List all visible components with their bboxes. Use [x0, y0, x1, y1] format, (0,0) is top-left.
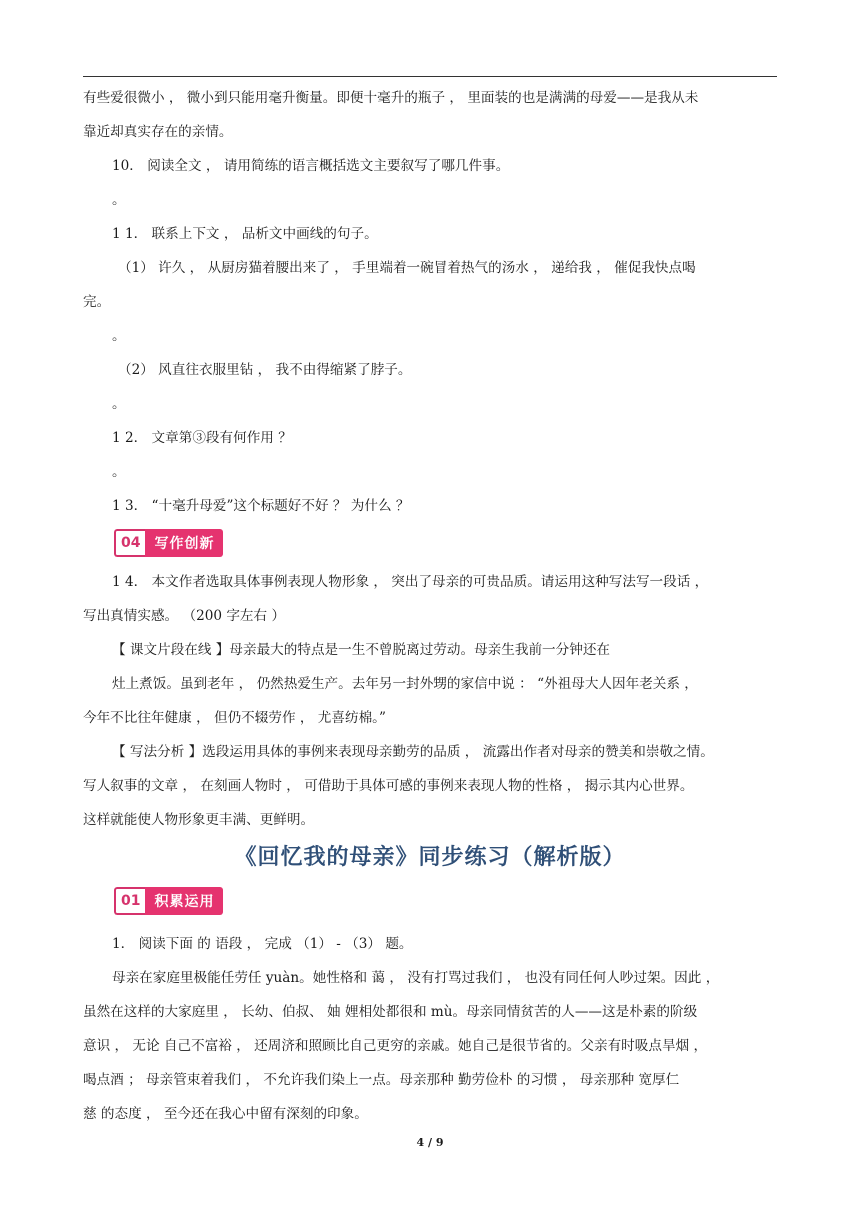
badge-number: 04 [114, 529, 145, 557]
text-line: 靠近却真实存在的亲情。 [83, 124, 233, 140]
section-badge-writing [114, 529, 223, 557]
passage-line: 意识 ， 无论 自己不富裕 ， 还周济和照顾比自己更穷的亲戚。她自己是很节省的。父亲有时吸点旱烟 ， [83, 1038, 708, 1054]
badge-label: 写作创新 [145, 529, 223, 557]
text-line: 写出真情实感。 （200 字左右 ） [83, 608, 286, 624]
question-12: 1 2． 文章第③段有何作用 ？ [112, 430, 292, 446]
question-13: 1 3． “十毫升母爱”这个标题好不好 ？ 为什么 ？ [112, 498, 410, 514]
question-14: 1 4． 本文作者选取具体事例表现人物形象 ， 突出了母亲的可贵品质。请运用这种写法写一段话 ， [112, 574, 709, 590]
answer-blank: 。 [112, 328, 126, 344]
question-11-2: （2） 风直往衣服里钻 ， 我不由得缩紧了脖子。 [118, 362, 412, 378]
badge-label: 积累运用 [145, 887, 223, 915]
text-line: 完。 [83, 294, 111, 310]
text-line: 灶上煮饭。虽到老年 ， 仍然热爱生产。去年另一封外甥的家信中说 ： “外祖母大人因年老关系 ， [112, 676, 698, 692]
excerpt-heading: 【 课文片段在线 】母亲最大的特点是一生不曾脱离过劳动。母亲生我前一分钟还在 [112, 642, 611, 658]
question-11-1: （1） 许久 ， 从厨房猫着腰出来了 ， 手里端着一碗冒着热气的汤水 ， 递给我 ， 催促我快点喝 [118, 260, 696, 276]
passage-line: 慈 的态度 ， 至今还在我心中留有深刻的印象。 [83, 1106, 368, 1122]
answer-blank: 。 [112, 192, 126, 208]
document-title: 《回忆我的母亲》同步练习（解析版） [234, 845, 626, 870]
text-line: 写人叙事的文章 ， 在刻画人物时 ， 可借助于具体可感的事例来表现人物的性格 ， 揭示其内心世界。 [83, 778, 694, 794]
text-line: 这样就能使人物形象更丰满、更鲜明。 [83, 812, 315, 828]
question-10: 10． 阅读全文 ， 请用简练的语言概括选文主要叙写了哪几件事。 [112, 158, 510, 174]
answer-blank: 。 [112, 396, 126, 412]
passage-line: 虽然在这样的大家庭里 ， 长幼、伯叔、 妯 娌相处都很和 mù。母亲同情贫苦的人——这是朴素的阶级 [83, 1004, 698, 1020]
page-number: 4 / 9 [416, 1136, 444, 1149]
badge-number: 01 [114, 887, 145, 915]
header-rule [83, 76, 777, 77]
question-11: 1 1． 联系上下文 ， 品析文中画线的句子。 [112, 226, 378, 242]
text-line: 有些爱很微小 ， 微小到只能用毫升衡量。即便十毫升的瓶子 ， 里面装的也是满满的母爱——是我从未 [83, 90, 699, 106]
passage-line: 母亲在家庭里极能任劳任 yuàn。她性格和 蔼 ， 没有打骂过我们 ， 也没有同任何人吵过架。因此 ， [112, 970, 720, 986]
answer-blank: 。 [112, 464, 126, 480]
question-1: 1． 阅读下面 的 语段 ， 完成 （1） - （3） 题。 [112, 936, 413, 952]
analysis-heading: 【 写法分析 】选段运用具体的事例来表现母亲勤劳的品质 ， 流露出作者对母亲的赞美和崇敬之情。 [112, 744, 714, 760]
text-line: 今年不比往年健康 ， 但仍不辍劳作 ， 尤喜纺棉。” [83, 710, 386, 726]
section-badge-accumulation [114, 887, 223, 915]
passage-line: 喝点酒 ； 母亲管束着我们 ， 不允许我们染上一点。母亲那种 勤劳俭朴 的习惯 ， 母亲那种 宽厚仁 [83, 1072, 680, 1088]
